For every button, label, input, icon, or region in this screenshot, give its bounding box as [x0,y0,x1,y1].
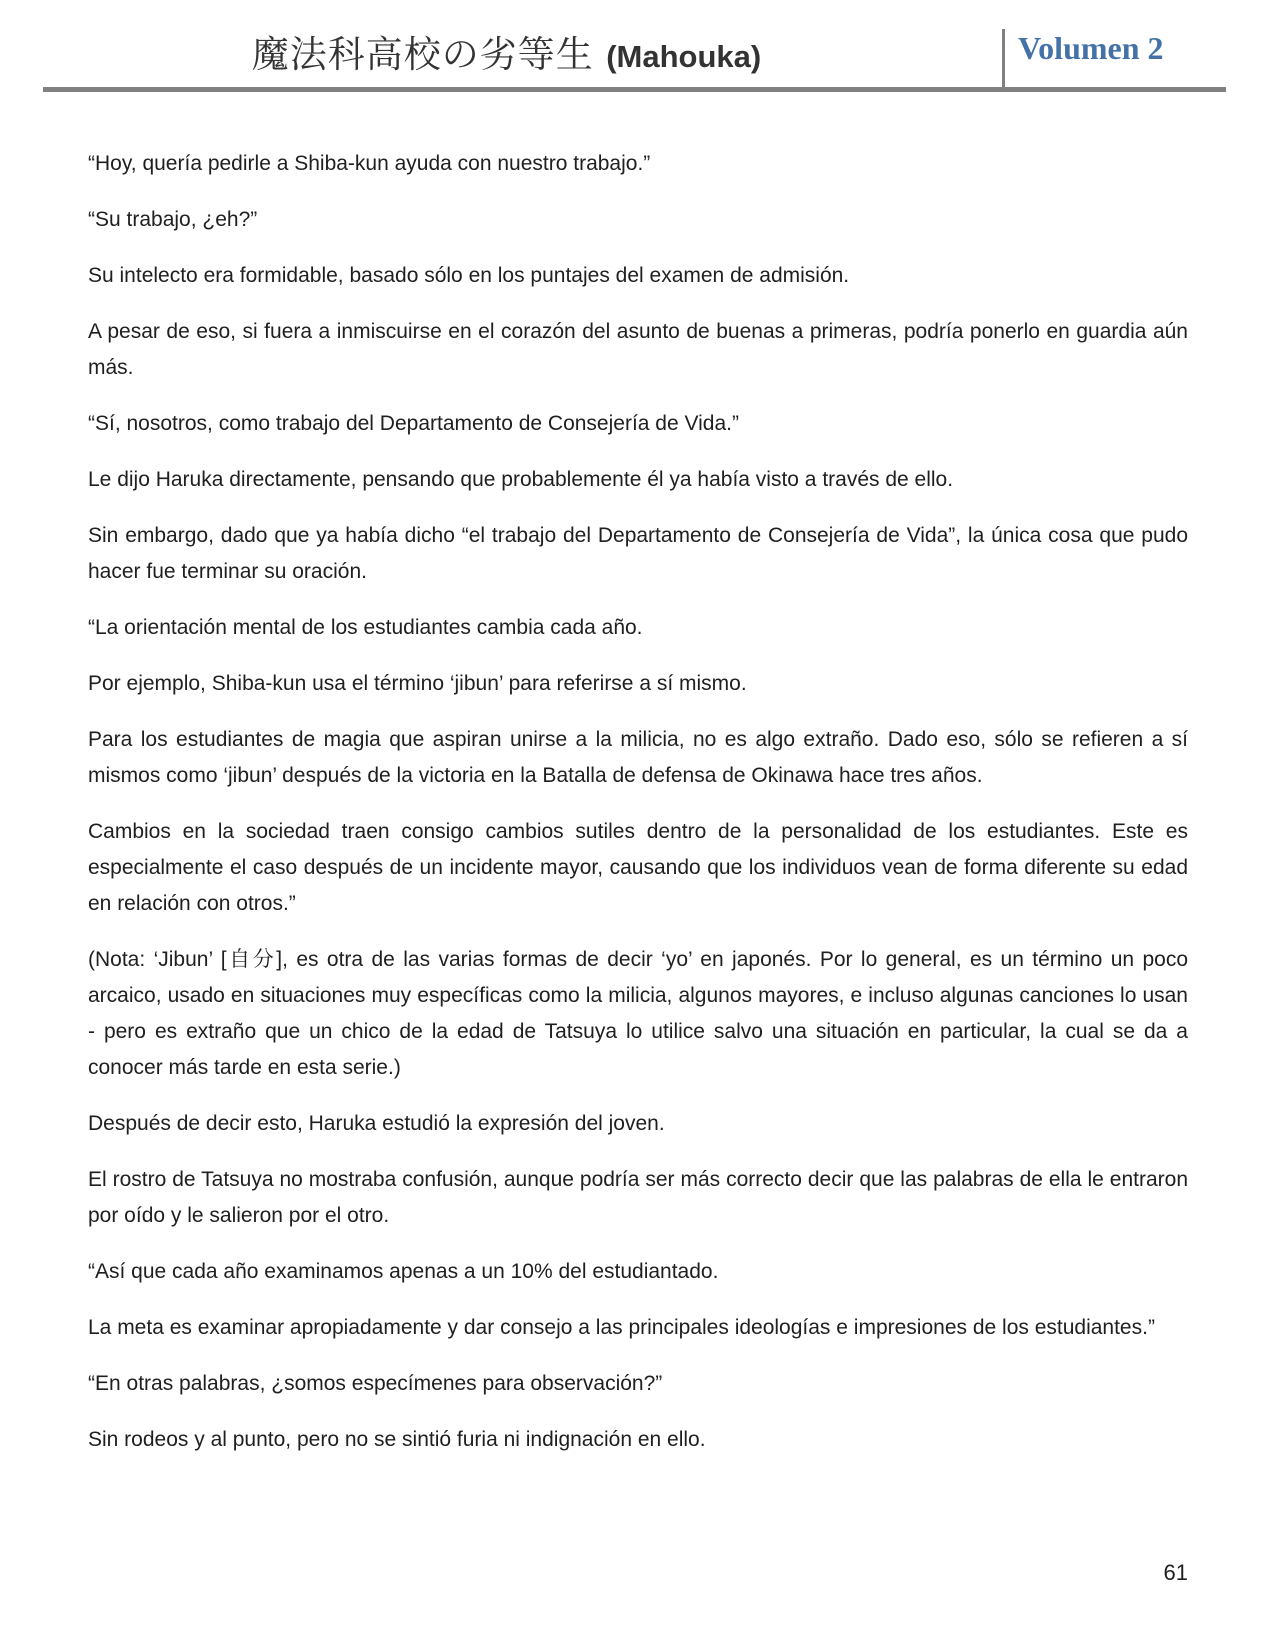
paragraph: La meta es examinar apropiadamente y dar consejo a las principales ideologías e impresiones de los estudiantes.” [88,1316,1155,1339]
paragraph: Cambios en la sociedad traen consigo cambios sutiles dentro de la personalidad de los estudiantes. Este es especialmente el caso después de un incidente mayor, causando que los individuos vean de forma diferente su edad en relación con otros.” [88,820,1188,915]
title-japanese: 魔法科高校の劣等生 [251,33,594,76]
paragraph: “Hoy, quería pedirle a Shiba-kun ayuda con nuestro trabajo.” [88,152,651,175]
paragraph: Para los estudiantes de magia que aspiran unirse a la milicia, no es algo extraño. Dado eso, sólo se refieren a sí mismos como ‘jibun’ después de la victoria en la Batalla de defensa de Okinawa hace tres años. [88,728,1188,787]
header-rule [43,87,1226,92]
volume-label: Volumen 2 [1018,30,1164,66]
paragraph: Su intelecto era formidable, basado sólo en los puntajes del examen de admisión. [88,264,850,287]
page-body [88,146,1188,1478]
page-number: 61 [1163,1560,1188,1585]
paragraph: Por ejemplo, Shiba-kun usa el término ‘jibun’ para referirse a sí mismo. [88,672,747,695]
paragraph-translator-note: (Nota: ‘Jibun’ [自分], es otra de las varias formas de decir ‘yo’ en japonés. Por lo general, es un término un poco arcaico, usado en situaciones muy específicas como la milicia, algunos mayores, e incluso algunas canciones lo usan - pero es extraño que un chico de la edad de Tatsuya lo utilice salvo una situación en particular, la cual se da a conocer más tarde en esta serie.) [88,948,1188,1079]
title-romaji: (Mahouka) [606,39,762,74]
paragraph: Sin embargo, dado que ya había dicho “el trabajo del Departamento de Consejería de Vida”, la única cosa que pudo hacer fue terminar su oración. [88,524,1188,583]
paragraph: Le dijo Haruka directamente, pensando que probablemente él ya había visto a través de ello. [88,468,954,491]
paragraph: Después de decir esto, Haruka estudió la expresión del joven. [88,1112,665,1135]
paragraph: “En otras palabras, ¿somos especímenes para observación?” [88,1372,663,1395]
page-title [43,24,970,78]
header-separator-bar [1002,29,1005,90]
paragraph: A pesar de eso, si fuera a inmiscuirse en el corazón del asunto de buenas a primeras, podría ponerlo en guardia aún más. [88,320,1188,379]
paragraph: “La orientación mental de los estudiantes cambia cada año. [88,616,643,639]
paragraph: “Su trabajo, ¿eh?” [88,208,258,231]
paragraph: Sin rodeos y al punto, pero no se sintió furia ni indignación en ello. [88,1428,706,1451]
paragraph: “Así que cada año examinamos apenas a un 10% del estudiantado. [88,1260,719,1283]
paragraph: El rostro de Tatsuya no mostraba confusión, aunque podría ser más correcto decir que las palabras de ella le entraron por oído y le salieron por el otro. [88,1168,1188,1227]
paragraph: “Sí, nosotros, como trabajo del Departamento de Consejería de Vida.” [88,412,739,435]
